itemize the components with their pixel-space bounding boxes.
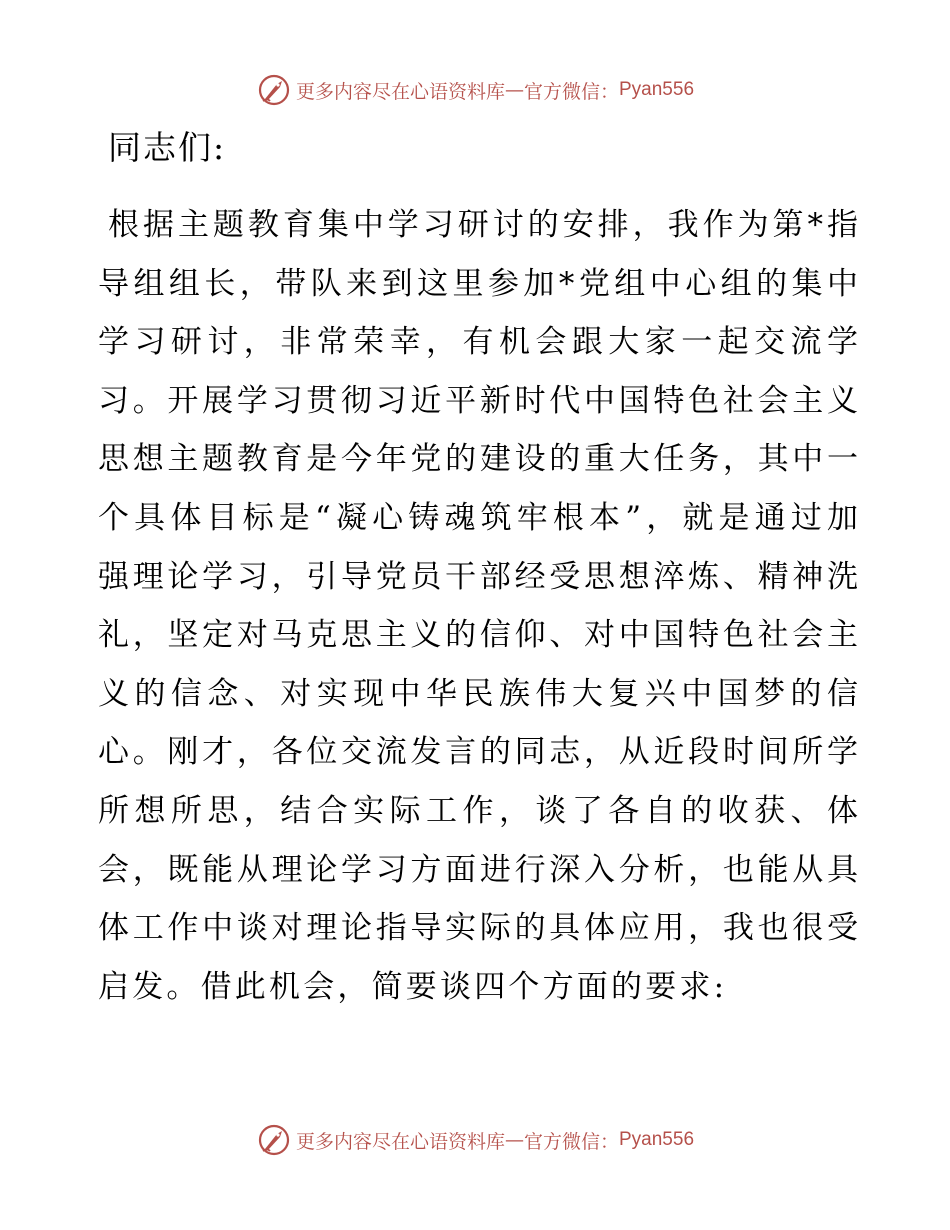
- footer-watermark: [0, 1120, 950, 1160]
- pen-nib-logo-icon: [256, 72, 292, 108]
- paragraph-line: 会，既能从理论学习方面进行深入分析，也能从具: [98, 851, 858, 888]
- paragraph-line: 导组组长，带队来到这里参加*党组中心组的集中: [98, 265, 858, 302]
- speech-paragraph: [98, 196, 858, 1016]
- paragraph-line: 心。刚才，各位交流发言的同志，从近段时间所学: [98, 734, 858, 771]
- paragraph-line: 学习研讨，非常荣幸，有机会跟大家一起交流学: [98, 324, 858, 361]
- paragraph-line: 礼，坚定对马克思主义的信仰、对中国特色社会主: [98, 617, 858, 654]
- watermark-wechat-id: Pyan556: [619, 1129, 695, 1150]
- paragraph-line: 强理论学习，引导党员干部经受思想淬炼、精神洗: [98, 558, 858, 595]
- watermark-wechat-label: 官方微信：: [523, 1130, 619, 1153]
- watermark-wechat-id: Pyan556: [619, 79, 695, 100]
- pen-nib-logo-icon: [256, 1122, 292, 1158]
- watermark-wechat-label: 官方微信：: [523, 80, 619, 103]
- watermark-site-text: 更多内容尽在心语资料库: [295, 80, 505, 103]
- watermark-separator: —: [504, 79, 524, 101]
- paragraph-line: 义的信念、对实现中华民族伟大复兴中国梦的信: [98, 675, 858, 712]
- watermark-site-text: 更多内容尽在心语资料库: [295, 1130, 505, 1153]
- watermark-separator: —: [504, 1129, 524, 1151]
- paragraph-line: 所想所思，结合实际工作，谈了各自的收获、体: [98, 792, 858, 829]
- paragraph-line: 习。开展学习贯彻习近平新时代中国特色社会主义: [98, 382, 858, 419]
- paragraph-line: 个具体目标是“凝心铸魂筑牢根本”，就是通过加: [98, 499, 858, 536]
- paragraph-line: 思想主题教育是今年党的建设的重大任务，其中一: [98, 441, 858, 478]
- header-watermark: [0, 70, 950, 110]
- greeting-heading: 同志们:: [108, 128, 227, 167]
- paragraph-line: 根据主题教育集中学习研讨的安排，我作为第*指: [108, 207, 858, 243]
- paragraph-line: 体工作中谈对理论指导实际的具体应用，我也很受: [98, 910, 858, 947]
- paragraph-line: 启发。借此机会，简要谈四个方面的要求:: [98, 968, 728, 1005]
